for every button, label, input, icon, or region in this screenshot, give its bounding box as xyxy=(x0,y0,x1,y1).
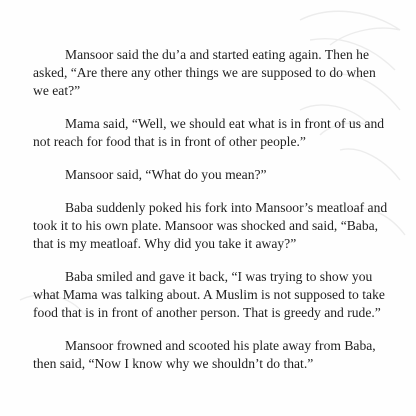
paragraph-6: Mansoor frowned and scooted his plate away from Baba, then said, “Now I know why we shouldn’t do that.” xyxy=(33,338,376,371)
paragraph-4: Baba suddenly poked his fork into Mansoor’s meatloaf and took it to his own plate. Mansoor was shocked and said, “Baba, that is my meatloaf. Why did you take it away?” xyxy=(33,200,388,251)
paragraph-1: Mansoor said the du’a and started eating again. Then he asked, “Are there any other things we are supposed to do when we eat?” xyxy=(33,47,376,98)
story-text xyxy=(33,46,388,388)
paragraph-5: Baba smiled and gave it back, “I was trying to show you what Mama was talking about. A Muslim is not supposed to take food that is in front of another person. That is greedy and rude.” xyxy=(33,269,385,320)
paragraph-3: Mansoor said, “What do you mean?” xyxy=(65,167,267,182)
paragraph-2: Mama said, “Well, we should eat what is in front of us and not reach for food that is in front of other people.” xyxy=(33,116,385,149)
